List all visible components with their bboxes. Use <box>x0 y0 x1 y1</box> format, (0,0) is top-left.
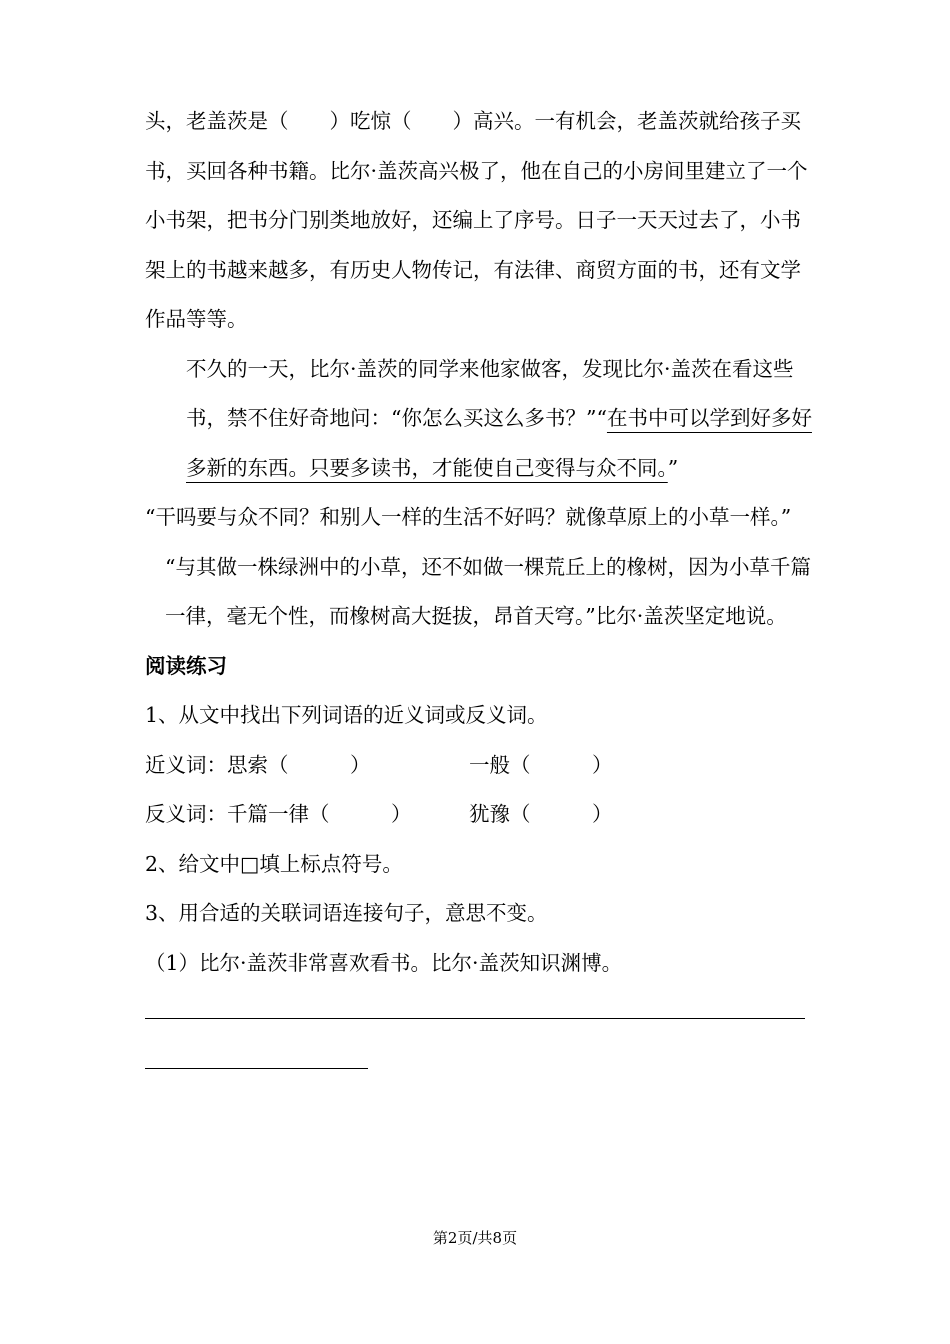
question-3: 3、用合适的关联词语连接句子，意思不变。 <box>145 901 548 925</box>
underlined-sentence: 在书中可以学到好多好多新的东西。只要多读书，才能使自己变得与众不同。 <box>186 406 812 480</box>
antonym-item-1: 反义词：千篇一律（ ） <box>145 802 412 826</box>
question-1: 1、从文中找出下列词语的近义词或反义词。 <box>145 703 548 727</box>
page-number: 第2页/共8页 <box>432 1229 518 1247</box>
passage-paragraph-3: “干吗要与众不同？和别人一样的生活不好吗？就像草原上的小草一样。” <box>145 505 792 529</box>
passage-paragraph-1: 头，老盖茨是（ ）吃惊（ ）高兴。一有机会，老盖茨就给孩子买书，买回各种书籍。比尔·盖茨高兴极了，他在自己的小房间里建立了一个小书架，把书分门别类地放好，还编上了序号。日子一天天过去了，小书架上的书越来越多，有历史人物传记，有法律、商贸方面的书，还有文学作品等等。 <box>145 109 808 331</box>
antonym-row <box>145 790 817 840</box>
passage-paragraph-2-text: 不久的一天，比尔·盖茨的同学来他家做客，发现比尔·盖茨在看这些书，禁不住好奇地问：“你怎么买这么多书？”“ <box>186 356 794 430</box>
synonym-row <box>145 741 817 791</box>
exercise-heading: 阅读练习 <box>145 653 227 678</box>
passage-paragraph-4: “与其做一株绿洲中的小草，还不如做一棵荒丘上的橡树，因为小草千篇一律，毫无个性，而橡树高大挺拔，昂首天穹。”比尔·盖茨坚定地说。 <box>165 554 811 628</box>
antonym-item-2: 犹豫（ ） <box>469 802 613 826</box>
document-body <box>145 97 817 1069</box>
passage-paragraph-2 <box>145 345 817 494</box>
closing-quote: ” <box>667 455 679 480</box>
question-3-item-1: （1）比尔·盖茨非常喜欢看书。比尔·盖茨知识渊博。 <box>145 950 623 975</box>
synonym-item-1: 近义词：思索（ ） <box>145 752 371 777</box>
answer-line-2[interactable] <box>145 1068 368 1069</box>
question-2: 2、给文中□填上标点符号。 <box>145 851 403 876</box>
synonym-item-2: 一般（ ） <box>469 752 613 777</box>
